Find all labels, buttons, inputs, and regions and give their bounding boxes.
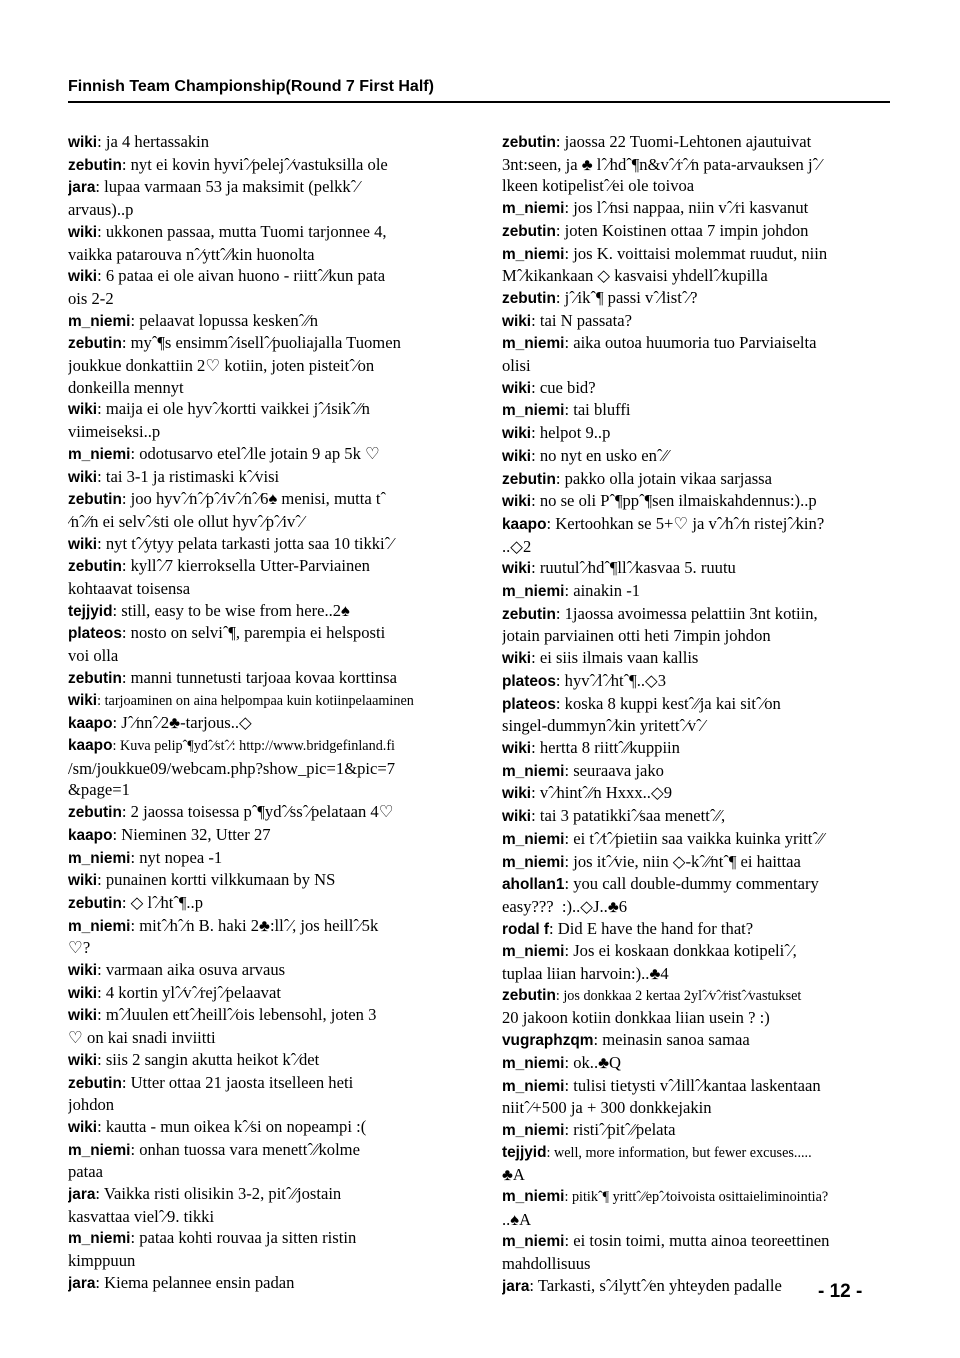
chat-line (68, 1094, 468, 1116)
chat-line (502, 715, 902, 737)
speaker-name: wiki (502, 739, 532, 757)
speaker-name: m_niemi (502, 1054, 565, 1072)
chat-line (502, 896, 902, 918)
speaker-name: wiki (68, 691, 98, 709)
speaker-name: kaapo (68, 715, 113, 733)
speaker-name: m_niemi (502, 200, 565, 218)
left-column (68, 131, 468, 1295)
speaker-name: jara (68, 1186, 96, 1204)
chat-line (502, 1075, 902, 1098)
chat-line (68, 1072, 468, 1095)
chat-line (68, 511, 468, 533)
speaker-name: zebutin (68, 804, 122, 822)
chat-line (502, 332, 902, 355)
speaker-name: kaapo (68, 826, 113, 844)
speaker-name: wiki (502, 447, 532, 465)
message-text: : you call double-dummy commentary (564, 874, 819, 894)
message-text: : pelaavat lopussa keskenˆ⁄⁄n (130, 310, 319, 330)
speaker-name: m_niemi (502, 335, 565, 353)
message-text: : no se oli Pˆ¶ppˆ¶sen ilmaiskahdennus:)..p (531, 491, 817, 511)
message-text: joukkue donkattiin 2♡ kotiin, joten pisteitˆ⁄on (68, 356, 375, 376)
chat-line (68, 735, 468, 758)
message-text: : ja 4 hertassakin (97, 132, 210, 151)
speaker-name: zebutin (68, 335, 122, 353)
speaker-name: wiki (68, 468, 98, 486)
chat-line (502, 1209, 902, 1231)
message-text: : maija ei ole hyvˆ⁄kortti vaikkei jˆ⁄isikˆ⁄⁄n (97, 399, 370, 419)
message-text: : mˆ⁄luulen ettˆ⁄heillˆ⁄ois lebensohl, joten 3 (97, 1005, 377, 1025)
chat-line (502, 873, 902, 896)
message-text: olisi (502, 356, 531, 376)
chat-line (68, 1161, 468, 1183)
message-text: : seuraava jako (564, 760, 664, 780)
speaker-name: wiki (502, 560, 532, 578)
chat-line (502, 1164, 902, 1186)
chat-line (502, 963, 902, 985)
message-text: : hyvˆ⁄lˆ⁄htˆ¶..◇3 (555, 670, 667, 690)
message-text: 3nt:seen, ja ♣ lˆ⁄hdˆ¶n&vˆ⁄rˆ⁄n pata-arvauksen jˆ⁄ (502, 154, 821, 174)
chat-line (68, 221, 468, 244)
chat-line (502, 1142, 902, 1165)
speaker-name: tejjyid (68, 602, 113, 620)
chat-line (502, 536, 902, 558)
message-text: 20 jakoon kotiin donkkaa liian usein ? :) (502, 1008, 770, 1028)
chat-line (68, 398, 468, 421)
chat-line (68, 1139, 468, 1162)
speaker-name: wiki (68, 268, 98, 286)
chat-line (502, 1007, 902, 1029)
chat-line (68, 600, 468, 623)
message-text: : ruutulˆ⁄hdˆ¶llˆ⁄kasvaa 5. ruutu (531, 558, 736, 578)
chat-line (502, 131, 902, 154)
speaker-name: vugraphzqm (502, 1032, 594, 1050)
speaker-name: zebutin (502, 470, 556, 488)
chat-line (68, 690, 468, 713)
message-text: : kyllˆ⁄7 kierroksella Utter-Parviainen (121, 556, 370, 576)
chat-line (68, 915, 468, 938)
chat-line (502, 918, 902, 941)
speaker-name: wiki (502, 808, 532, 826)
message-text: : ◇ lˆ⁄htˆ¶..p (121, 892, 203, 912)
chat-line (502, 154, 902, 176)
speaker-name: ahollan1 (502, 876, 565, 894)
chat-line (68, 355, 468, 377)
chat-line (68, 332, 468, 355)
message-text: : ok..♣Q (564, 1052, 621, 1072)
message-text: : joten Koistinen ottaa 7 impin johdon (555, 220, 809, 240)
speaker-name: wiki (68, 984, 98, 1002)
speaker-name: m_niemi (502, 1077, 565, 1095)
speaker-name: m_niemi (68, 1141, 131, 1159)
message-text: ♡ on kai snadi inviitti (68, 1028, 216, 1048)
message-text: : well, more information, but fewer excuses..... (546, 1144, 812, 1161)
message-text: Mˆ⁄kikankaan ◇ kasvaisi yhdellˆ⁄kupilla (502, 266, 768, 286)
speaker-name: zebutin (68, 1074, 122, 1092)
chat-line (68, 131, 468, 154)
chat-line (502, 490, 902, 513)
message-text: : siis 2 sangin akutta heikot kˆ⁄det (97, 1049, 320, 1069)
speaker-name: wiki (502, 785, 532, 803)
message-text: : cue bid? (531, 377, 596, 397)
speaker-name: wiki (502, 379, 532, 397)
chat-line (68, 801, 468, 824)
message-text: niitˆ⁄+500 ja + 300 donkkejakin (502, 1098, 712, 1118)
message-text: : jos K. voittaisi molemmat ruudut, niin (564, 243, 828, 263)
chat-line (68, 1250, 468, 1272)
speaker-name: m_niemi (502, 245, 565, 263)
message-text: : koska 8 kuppi kestˆ⁄⁄ja kai sitˆ⁄on (555, 693, 781, 713)
chat-line (502, 760, 902, 783)
chat-line (502, 243, 902, 266)
message-text: : nosto on selviˆ¶, parempia ei helsposti (121, 623, 386, 643)
message-text: : varmaan aika osuva arvaus (97, 960, 286, 980)
message-text: : ainakin -1 (564, 581, 641, 601)
message-text: mahdollisuus (502, 1254, 591, 1274)
chat-line (68, 265, 468, 288)
speaker-name: m_niemi (502, 1188, 565, 1206)
speaker-name: zebutin (502, 134, 556, 151)
message-text: arvaus)..p (68, 200, 134, 220)
message-text: : no nyt en usko enˆ⁄⁄ (531, 445, 668, 465)
message-text: : ei siis ilmais vaan kallis (531, 648, 699, 668)
message-text: lkeen kotipelistˆ⁄ei ole toivoa (502, 176, 695, 196)
chat-line (68, 937, 468, 959)
message-text: ⁄nˆ⁄⁄n ei selvˆ⁄sti ole ollut hyvˆ⁄pˆ⁄ivˆ⁄ (68, 511, 304, 531)
message-text: voi olla (68, 646, 119, 666)
message-text: : pataa kohti rouvaa ja sitten ristin (130, 1228, 357, 1248)
message-text: : Did E have the hand for that? (549, 918, 754, 938)
chat-line (68, 288, 468, 310)
speaker-name: wiki (68, 1007, 98, 1025)
chat-line (68, 892, 468, 915)
chat-line (502, 805, 902, 828)
speaker-name: m_niemi (68, 312, 131, 330)
speaker-name: zebutin (68, 156, 122, 174)
speaker-name: m_niemi (68, 1230, 131, 1248)
chat-line (68, 622, 468, 645)
speaker-name: tejjyid (502, 1143, 547, 1161)
chat-line (502, 220, 902, 243)
chat-line (502, 513, 902, 536)
chat-line (502, 1119, 902, 1142)
speaker-name: kaapo (68, 736, 113, 754)
chat-line (68, 1183, 468, 1206)
message-text: : Jos ei koskaan donkkaa kotipeliˆ⁄, (564, 941, 797, 961)
message-text: : nyt nopea -1 (130, 847, 223, 867)
message-text: : still, easy to be wise from here..2♠ (112, 600, 350, 620)
header-divider (68, 101, 890, 103)
chat-line (68, 443, 468, 466)
speaker-name: wiki (68, 535, 98, 553)
message-text: : joo hyvˆ⁄nˆ⁄pˆ⁄ivˆ⁄nˆ⁄6♠ menisi, mutta tˆ (121, 489, 387, 509)
speaker-name: plateos (502, 695, 556, 713)
chat-line (68, 421, 468, 443)
chat-line (68, 310, 468, 333)
chat-line (68, 578, 468, 600)
message-text: : kautta - mun oikea kˆ⁄si on nopeampi :( (97, 1116, 367, 1136)
message-text: : punainen kortti vilkkumaan by NS (97, 870, 336, 890)
chat-line (68, 176, 468, 199)
message-text: : nyt ei kovin hyviˆ⁄pelejˆ⁄vastuksilla ole (121, 154, 388, 174)
message-text: : Kuva pelipˆ¶ydˆ⁄stˆ⁄: http://www.bridgefinland.fi (112, 737, 396, 754)
chat-line (502, 557, 902, 580)
message-text: : hertta 8 riittˆ⁄⁄kuppiin (531, 737, 680, 757)
speaker-name: wiki (68, 962, 98, 980)
chat-line (502, 737, 902, 760)
message-text: ..◇2 (502, 536, 532, 556)
speaker-name: kaapo (502, 515, 547, 533)
speaker-name: zebutin (68, 894, 122, 912)
chat-line (502, 1230, 902, 1253)
chat-line (68, 244, 468, 266)
speaker-name: zebutin (502, 289, 556, 307)
speaker-name: jara (68, 1274, 96, 1292)
message-text: singel-dummynˆ⁄kin yritettˆ⁄vˆ⁄ (502, 716, 705, 736)
speaker-name: wiki (502, 493, 532, 511)
chat-line (68, 758, 468, 780)
chat-line (68, 1206, 468, 1228)
chat-line (68, 1272, 468, 1295)
speaker-name: zebutin (502, 986, 556, 1004)
chat-line (502, 175, 902, 197)
speaker-name: m_niemi (502, 583, 565, 601)
message-text: : jaossa 22 Tuomi-Lehtonen ajautuivat (555, 132, 812, 151)
chat-line (68, 959, 468, 982)
chat-line (68, 1049, 468, 1072)
chat-line (68, 154, 468, 177)
message-text: : 2 jaossa toisessa pˆ¶ydˆ⁄ssˆ⁄pelataan 4♡ (121, 802, 394, 822)
speaker-name: m_niemi (68, 849, 131, 867)
chat-line (68, 488, 468, 511)
page-number: - 12 - (818, 1281, 863, 1302)
message-text: : 6 pataa ei ole aivan huono - riittˆ⁄⁄kun pata (97, 266, 386, 286)
chat-line (68, 533, 468, 556)
chat-line (68, 869, 468, 892)
chat-line (68, 1227, 468, 1250)
message-text: : nyt tˆ⁄ytyy pelata tarkasti jotta saa 10 tikkiˆ⁄ (97, 533, 393, 553)
speaker-name: wiki (68, 223, 98, 241)
message-text: : tai bluffi (564, 400, 631, 420)
message-text: tuplaa liian harvoin:)..♣4 (502, 964, 669, 984)
message-text: ois 2-2 (68, 288, 114, 308)
message-text: : tai 3-1 ja ristimaski kˆ⁄visi (97, 466, 280, 486)
message-text: johdon (68, 1095, 115, 1115)
chat-line (68, 667, 468, 690)
chat-line (502, 399, 902, 422)
message-text: : ei tˆ⁄tˆ⁄pietiin saa vaikka kuinka yrittˆ⁄⁄ (564, 828, 824, 848)
message-text: kohtaavat toisensa (68, 579, 191, 599)
speaker-name: m_niemi (502, 1121, 565, 1139)
speaker-name: jara (502, 1277, 530, 1295)
chat-line (502, 355, 902, 377)
speaker-name: wiki (502, 425, 532, 443)
speaker-name: m_niemi (68, 445, 131, 463)
chat-line (502, 1097, 902, 1119)
speaker-name: wiki (68, 1118, 98, 1136)
message-text: : helpot 9..p (531, 423, 611, 443)
message-text: : ei tosin toimi, mutta ainoa teoreettinen (564, 1231, 830, 1251)
speaker-name: zebutin (68, 558, 122, 576)
chat-line (502, 265, 902, 287)
chat-line (68, 1004, 468, 1027)
speaker-name: wiki (502, 312, 532, 330)
chat-line (68, 1116, 468, 1139)
message-text: : Kertoohkan se 5+♡ ja vˆ⁄hˆ⁄n ristejˆ⁄kin? (546, 513, 825, 533)
chat-line (502, 782, 902, 805)
speaker-name: wiki (68, 134, 98, 151)
chat-line (502, 1029, 902, 1052)
chat-line (502, 287, 902, 310)
chat-line (502, 940, 902, 963)
message-text: vaikka patarouva nˆ⁄yttˆ⁄⁄kin huonolta (68, 244, 315, 264)
message-text: : 4 kortin ylˆ⁄vˆ⁄rejˆ⁄pelaavat (97, 982, 281, 1002)
message-text: : ristiˆ⁄pitˆ⁄⁄pelata (564, 1119, 676, 1139)
speaker-name: m_niemi (502, 402, 565, 420)
chat-line (502, 828, 902, 851)
message-text: jotain parviainen otti heti 7impin johdon (502, 626, 771, 646)
message-text: : jos itˆ⁄vie, niin ◇-kˆ⁄⁄ntˆ¶ ei haittaa (564, 851, 801, 871)
chat-line (502, 197, 902, 220)
speaker-name: wiki (68, 872, 98, 890)
chat-line (502, 693, 902, 716)
chat-line (502, 580, 902, 603)
message-text: : Kiema pelannee ensin padan (95, 1272, 295, 1292)
message-text: pataa (68, 1162, 104, 1182)
message-text: &page=1 (68, 780, 130, 800)
message-text: : tarjoaminen on aina helpompaa kuin kotiinpelaaminen (97, 692, 414, 709)
speaker-name: m_niemi (502, 853, 565, 871)
message-text: : tai N passata? (531, 310, 633, 330)
message-text: easy??? :)..◇J..♣6 (502, 896, 628, 916)
chat-line (68, 779, 468, 801)
chat-line (502, 445, 902, 468)
chat-line (68, 466, 468, 489)
speaker-name: zebutin (68, 669, 122, 687)
message-text: : Tarkasti, sˆ⁄ilyttˆ⁄en yhteyden padalle (529, 1275, 782, 1295)
message-text: donkeilla mennyt (68, 377, 184, 397)
speaker-name: zebutin (502, 222, 556, 240)
message-text: : tai 3 patatikkiˆ⁄saa menettˆ⁄⁄, (531, 806, 726, 826)
chat-line (68, 377, 468, 399)
chat-line (68, 982, 468, 1005)
chat-line (502, 603, 902, 626)
chat-line (68, 645, 468, 667)
speaker-name: wiki (68, 1051, 98, 1069)
chat-line (68, 199, 468, 221)
message-text: : Utter ottaa 21 jaosta itselleen heti (121, 1072, 354, 1092)
chat-line (68, 1027, 468, 1049)
speaker-name: plateos (68, 625, 122, 643)
speaker-name: zebutin (68, 491, 122, 509)
message-text: : ukkonen passaa, mutta Tuomi tarjonnee 4, (97, 221, 387, 241)
message-text: : jos lˆ⁄nsi nappaa, niin vˆ⁄ri kasvanut (564, 198, 809, 218)
message-text: kimppuun (68, 1251, 136, 1271)
speaker-name: m_niemi (502, 830, 565, 848)
message-text: : Vaikka risti olisikin 3-2, pitˆ⁄⁄jostain (95, 1184, 342, 1204)
message-text: : meinasin sanoa samaa (593, 1030, 750, 1050)
message-text: : 1jaossa avoimessa pelattiin 3nt kotiin, (555, 603, 818, 623)
chat-line (502, 1052, 902, 1075)
right-column (502, 131, 902, 1298)
chat-line (502, 625, 902, 647)
message-text: : mitˆ⁄hˆ⁄n B. haki 2♣:llˆ⁄, jos heillˆ⁄5k (130, 915, 379, 935)
message-text: : jˆ⁄ikˆ¶ passi vˆ⁄listˆ⁄? (555, 287, 698, 307)
chat-line (502, 377, 902, 400)
message-text: : Jˆ⁄nnˆ⁄2♣-tarjous..◇ (112, 713, 252, 733)
chat-line (68, 824, 468, 847)
chat-line (502, 310, 902, 333)
message-text: : vˆ⁄hintˆ⁄⁄n Hxxx..◇9 (531, 783, 673, 803)
chat-line (502, 468, 902, 491)
chat-line (502, 1186, 902, 1209)
message-text: viimeiseksi..p (68, 422, 161, 442)
message-text: : pitikˆ¶ yrittˆ⁄⁄epˆ⁄toivoista osittaieliminointia? (564, 1189, 829, 1206)
message-text: : tulisi tietysti vˆ⁄lillˆ⁄kantaa laskentaan (564, 1075, 821, 1095)
speaker-name: m_niemi (68, 917, 131, 935)
speaker-name: wiki (502, 650, 532, 668)
chat-line (502, 647, 902, 670)
chat-line (502, 1253, 902, 1275)
chat-line (502, 851, 902, 874)
message-text: kasvattaa vielˆ⁄9. tikki (68, 1206, 215, 1226)
chat-line (502, 670, 902, 693)
message-text: : Nieminen 32, Utter 27 (112, 824, 271, 844)
speaker-name: plateos (502, 672, 556, 690)
message-text: ♣A (502, 1165, 525, 1185)
chat-line (68, 847, 468, 870)
chat-line (502, 985, 902, 1008)
message-text: : lupaa varmaan 53 ja maksimit (pelkkˆ⁄ (95, 177, 359, 197)
message-text: : onhan tuossa vara menettˆ⁄⁄kolme (130, 1139, 360, 1159)
message-text: : myˆ¶s ensimmˆ⁄isellˆ⁄puoliajalla Tuomen (121, 333, 401, 353)
message-text: : aika outoa huumoria tuo Parviaiselta (564, 333, 817, 353)
message-text: : odotusarvo etelˆ⁄lle jotain 9 ap 5k ♡ (130, 443, 380, 463)
chat-line (68, 712, 468, 735)
speaker-name: m_niemi (502, 943, 565, 961)
speaker-name: wiki (68, 401, 98, 419)
chat-line (68, 555, 468, 578)
speaker-name: m_niemi (502, 762, 565, 780)
speaker-name: jara (68, 179, 96, 197)
speaker-name: zebutin (502, 605, 556, 623)
page-header-title: Finnish Team Championship(Round 7 First Half) (68, 78, 434, 95)
message-text: /sm/joukkue09/webcam.php?show_pic=1&pic=7 (68, 758, 396, 778)
message-text: : jos donkkaa 2 kertaa 2ylˆ⁄vˆ⁄ristˆ⁄vastukset (555, 987, 802, 1004)
speaker-name: rodal f (502, 920, 550, 938)
message-text: ♡? (68, 938, 91, 958)
speaker-name: m_niemi (502, 1233, 565, 1251)
message-text: ..♠A (502, 1209, 532, 1229)
message-text: : pakko olla jotain vikaa sarjassa (555, 468, 772, 488)
chat-line (502, 422, 902, 445)
message-text: : manni tunnetusti tarjoaa kovaa korttinsa (121, 667, 397, 687)
